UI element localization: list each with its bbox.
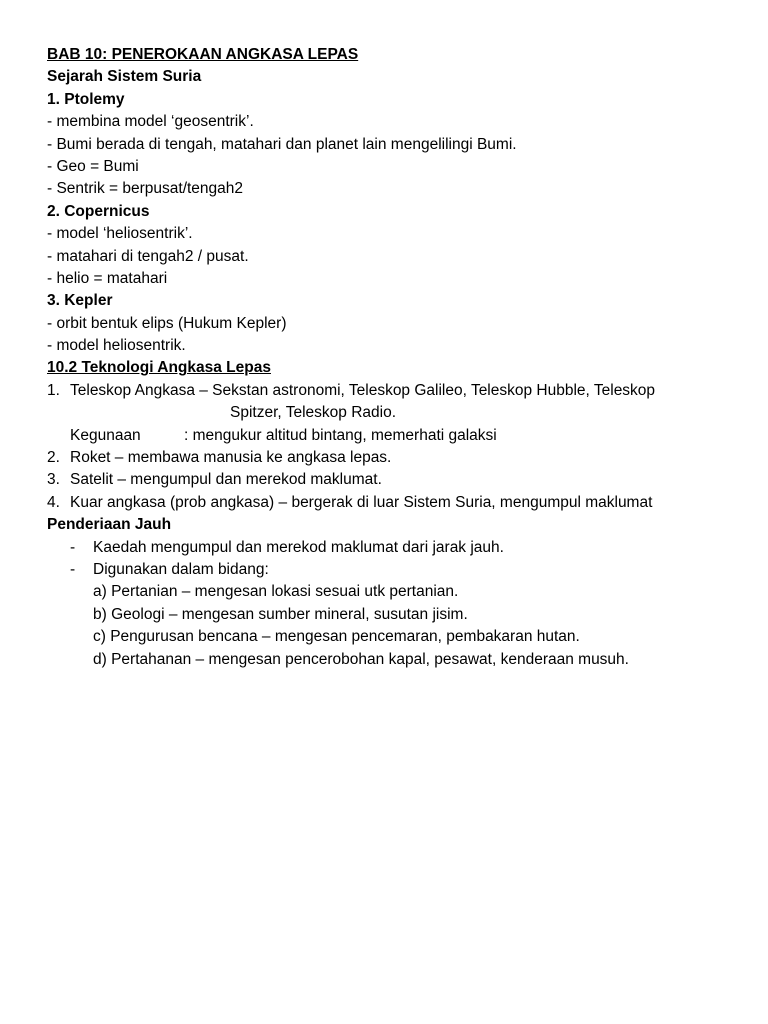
tech-list-item [47, 447, 747, 469]
tech-list-item [47, 380, 747, 402]
copernicus-line: - helio = matahari [47, 269, 168, 287]
tech-list-item [47, 492, 747, 514]
ptolemy-line: - Sentrik = berpusat/tengah2 [47, 180, 244, 198]
list-dash: - [70, 538, 76, 556]
list-text: Teleskop Angkasa – Sekstan astronomi, Teleskop Galileo, Teleskop Hubble, Teleskop [70, 381, 656, 399]
section-heading-sejarah: Sejarah Sistem Suria [47, 68, 202, 86]
list-number: 2. [47, 449, 60, 467]
kepler-line: - orbit bentuk elips (Hukum Kepler) [47, 314, 287, 332]
remote-list-item [47, 559, 747, 581]
kepler-line: - model heliosentrik. [47, 337, 186, 355]
list-text: Kuar angkasa (prob angkasa) – bergerak di luar Sistem Suria, mengumpul maklumat [70, 493, 653, 511]
remote-sub-item: d) Pertahanan – mengesan pencerobohan kapal, pesawat, kenderaan musuh. [93, 650, 629, 668]
list-dash: - [70, 560, 76, 578]
list-number: 4. [47, 493, 60, 511]
ptolemy-line: - Bumi berada di tengah, matahari dan planet lain mengelilingi Bumi. [47, 135, 517, 153]
remote-sub-item: b) Geologi – mengesan sumber mineral, susutan jisim. [93, 605, 468, 623]
remote-sub-item: a) Pertanian – mengesan lokasi sesuai utk pertanian. [93, 583, 459, 601]
list-number: 1. [47, 381, 60, 399]
tech-list-item [47, 469, 747, 491]
list-text: Roket – membawa manusia ke angkasa lepas. [70, 449, 392, 467]
heading-ptolemy: 1. Ptolemy [47, 90, 125, 108]
ptolemy-line: - Geo = Bumi [47, 157, 139, 175]
copernicus-line: - matahari di tengah2 / pusat. [47, 247, 249, 265]
kegunaan-text: : mengukur altitud bintang, memerhati galaksi [184, 426, 497, 444]
remote-sub-item: c) Pengurusan bencana – mengesan pencemaran, pembakaran hutan. [93, 628, 580, 646]
remote-list-item [47, 537, 747, 559]
copernicus-line: - model ‘heliosentrik’. [47, 225, 193, 243]
section-heading-teknologi: 10.2 Teknologi Angkasa Lepas [47, 359, 271, 377]
kegunaan-label: Kegunaan [70, 426, 141, 444]
heading-copernicus: 2. Copernicus [47, 202, 150, 220]
document-page [47, 44, 747, 671]
document-title: BAB 10: PENEROKAAN ANGKASA LEPAS [47, 46, 359, 63]
list-text: Kaedah mengumpul dan merekod maklumat dari jarak jauh. [93, 538, 504, 556]
list-text: Satelit – mengumpul dan merekod maklumat. [70, 471, 382, 489]
list-text: Digunakan dalam bidang: [93, 560, 269, 578]
ptolemy-line: - membina model ‘geosentrik’. [47, 113, 254, 131]
section-heading-penderiaan: Penderiaan Jauh [47, 516, 172, 534]
tech-list-continuation: Spitzer, Teleskop Radio. [230, 404, 397, 422]
list-number: 3. [47, 471, 60, 489]
heading-kepler: 3. Kepler [47, 292, 113, 310]
kegunaan-line [47, 425, 747, 447]
